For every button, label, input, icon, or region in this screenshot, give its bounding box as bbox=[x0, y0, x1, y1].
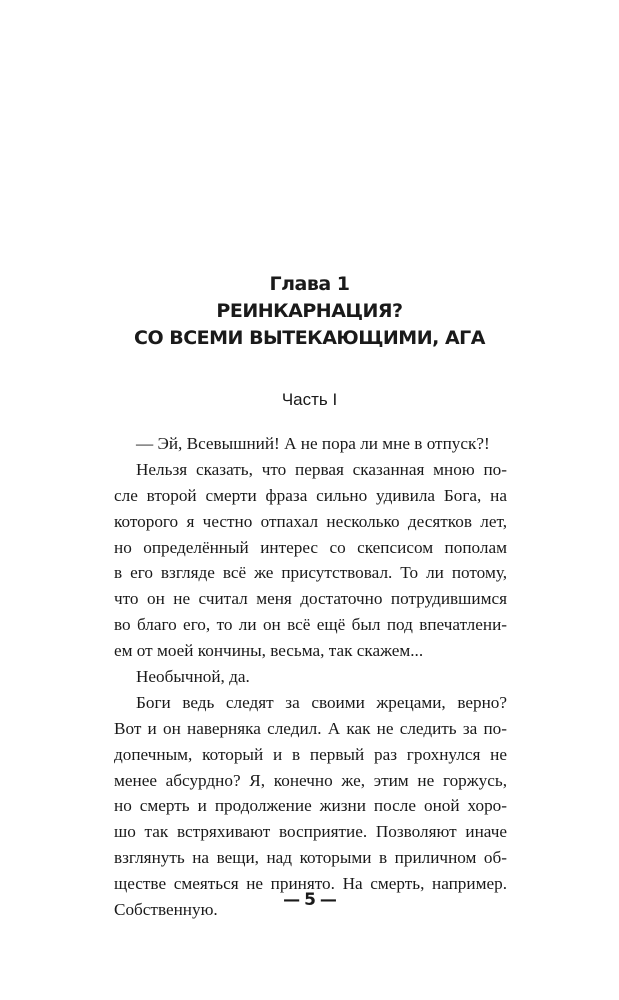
text-line: во благо его, то ли он всё ещё был под впечатлени- bbox=[114, 615, 507, 635]
part-heading: Часть I bbox=[281, 390, 338, 409]
chapter-title-line-1: РЕИНКАРНАЦИЯ? bbox=[216, 300, 403, 322]
text-line: ем от моей кончины, весьма, так скажем... bbox=[114, 641, 424, 661]
text-line: Собственную. bbox=[114, 900, 218, 920]
text-line: Боги ведь следят за своими жрецами, верно? bbox=[136, 692, 507, 712]
text-line: но смерть и продолжение жизни после оной хоро- bbox=[114, 796, 507, 816]
body-text bbox=[114, 431, 507, 923]
text-line: но определённый интерес со скепсисом пополам bbox=[114, 537, 507, 557]
text-line: ществе смеяться не принято. На смерть, например. bbox=[114, 874, 507, 894]
text-line: Необычной, да. bbox=[136, 667, 250, 687]
text-line: Нельзя сказать, что первая сказанная мною по- bbox=[136, 459, 507, 479]
text-line: которого я честно отпахал несколько десятков лет, bbox=[114, 511, 507, 531]
chapter-number: Глава 1 bbox=[269, 273, 350, 295]
text-line: что он не считал меня достаточно потрудившимся bbox=[114, 589, 507, 609]
text-line: взглянуть на вещи, над которыми в приличном об- bbox=[114, 848, 507, 868]
text-line: сле второй смерти фраза сильно удивила Бога, на bbox=[114, 485, 507, 505]
text-line: Вот и он наверняка следил. А как не следить за по- bbox=[114, 718, 507, 738]
text-line: допечным, который и в первый раз грохнулся не bbox=[114, 744, 507, 764]
text-line: шо так встряхивают восприятие. Позволяют иначе bbox=[114, 822, 507, 842]
page-number: — 5 — bbox=[283, 890, 336, 910]
text-line: — Эй, Всевышний! А не пора ли мне в отпуск?! bbox=[136, 434, 490, 453]
text-line: в его взгляде всё же присутствовал. То ли потому, bbox=[114, 563, 507, 583]
chapter-title-line-2: СО ВСЕМИ ВЫТЕКАЮЩИМИ, АГА bbox=[134, 327, 485, 349]
text-line: менее абсурдно? Я, конечно же, этим не горжусь, bbox=[114, 770, 507, 790]
